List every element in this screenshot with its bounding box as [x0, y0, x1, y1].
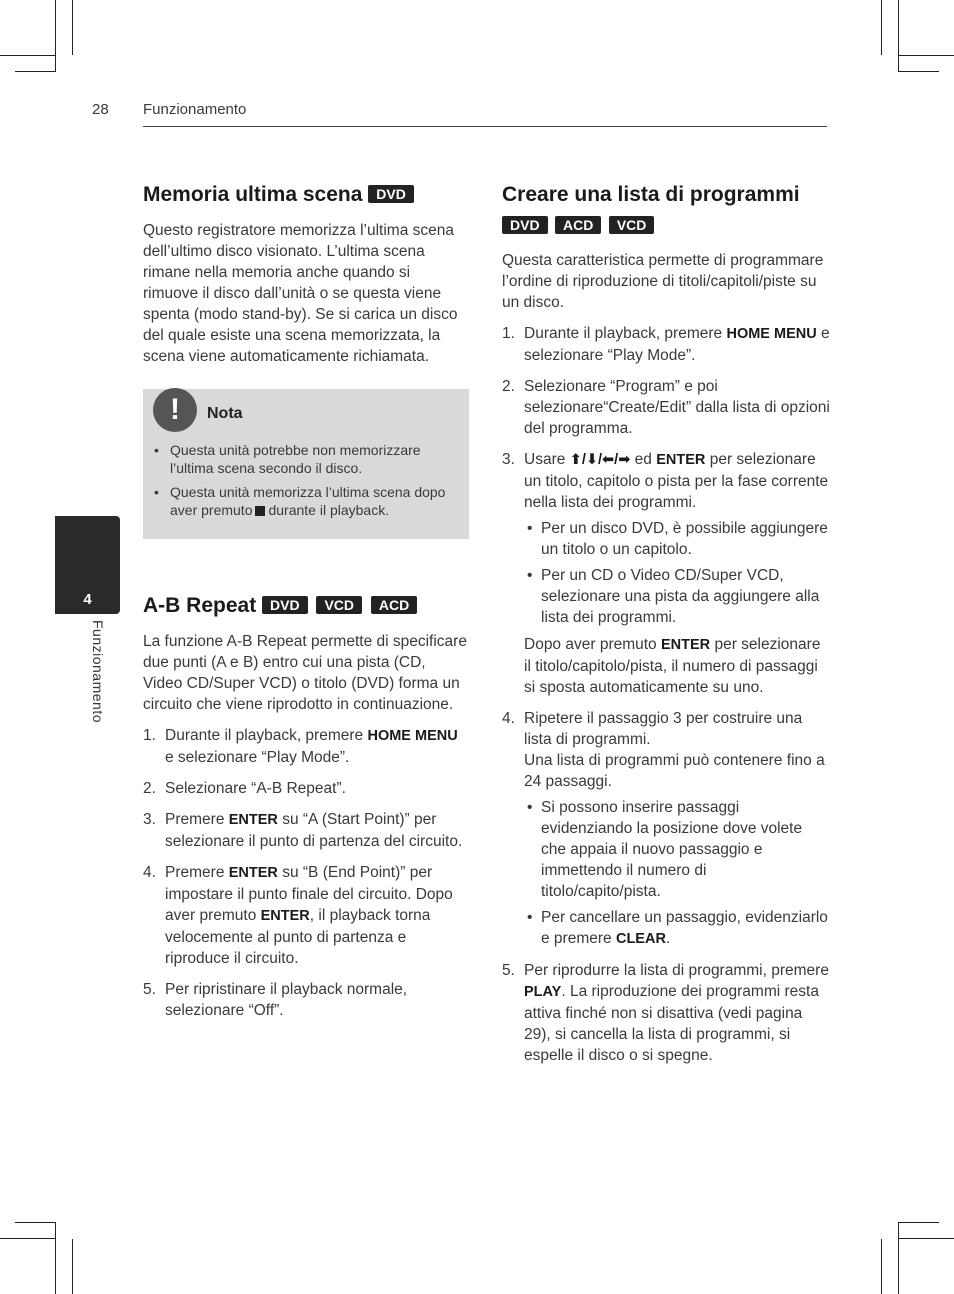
arrow-keys-icon: ⬆/⬇/⬅/➡	[569, 452, 631, 468]
badge-dvd: DVD	[502, 216, 548, 234]
crop-mark	[898, 1222, 899, 1294]
stop-icon	[255, 506, 265, 516]
section-header: Funzionamento	[143, 101, 247, 118]
note-header	[153, 393, 459, 431]
exclamation-icon: !	[153, 388, 197, 432]
badge-acd: ACD	[555, 216, 601, 234]
programmi-title: Creare una lista di programmi	[502, 183, 800, 206]
page-number: 28	[92, 101, 109, 118]
sub-list	[524, 797, 830, 950]
memoria-title: Memoria ultima scena	[143, 183, 363, 206]
crop-mark	[72, 1239, 73, 1294]
crop-mark	[72, 0, 73, 55]
key-home-menu: HOME MENU	[726, 326, 817, 342]
step-text: Una lista di programmi può contenere fino a 24 passaggi.	[524, 752, 825, 790]
step-text: .	[665, 930, 671, 947]
step-text: ed	[634, 451, 652, 468]
step-item	[143, 778, 469, 799]
step-text: Selezionare “A-B Repeat”.	[165, 780, 346, 797]
step-text: , il playback torna velocemente al punto di partenza e riproduce il circuito.	[165, 907, 431, 967]
step-text: per selezionare un titolo, capitolo o pista per la fase corrente nella lista dei programmi.	[524, 451, 829, 511]
badge-dvd: DVD	[262, 596, 308, 614]
note-title: Nota	[207, 405, 243, 422]
step-text: Per ripristinare il playback normale, selezionare “Off”.	[165, 981, 408, 1019]
step-text: per selezionare il titolo/capitolo/pista, il numero di passaggi si sposta automaticamente su uno.	[524, 636, 821, 696]
step-number: 1.	[502, 325, 515, 342]
step-text: e selezionare “Play Mode”.	[165, 749, 350, 766]
crop-mark	[0, 1238, 55, 1239]
step-item	[502, 708, 830, 950]
abrepeat-heading	[143, 591, 469, 621]
crop-mark	[15, 1222, 55, 1223]
step-text: Selezionare “Program” e poi selezionare“Create/Edit” dalla lista di opzioni del programma.	[524, 378, 830, 437]
step-item	[502, 449, 830, 698]
step-text: Durante il playback, premere	[524, 325, 723, 342]
crop-mark	[15, 71, 55, 72]
step-continuation	[524, 634, 830, 698]
note-item-text: durante il playback.	[268, 502, 390, 518]
abrepeat-body: La funzione A-B Repeat permette di specificare due punti (A e B) entro cui una pista (CD, Video CD/Super VCD) o titolo (DVD) forma un circuito che viene riprodotto in continuazione.	[143, 633, 467, 713]
step-text: Durante il playback, premere	[165, 727, 364, 744]
step-item	[143, 809, 469, 852]
crop-mark	[898, 0, 899, 72]
badge-dvd: DVD	[368, 185, 414, 203]
step-number: 2.	[502, 378, 515, 395]
step-number: 5.	[143, 981, 156, 998]
sub-item: • Si possono inserire passaggi evidenziando la posizione dove volete che appaia il nuovo passaggio e immettendo il numero di titolo/capito/pista.	[524, 797, 830, 902]
crop-mark	[881, 0, 882, 55]
crop-mark	[899, 1222, 939, 1223]
sub-item: • Per un disco DVD, è possibile aggiungere un titolo o un capitolo.	[524, 518, 830, 560]
badge-vcd: VCD	[316, 596, 362, 614]
step-text: Ripetere il passaggio 3 per costruire una lista di programmi.	[524, 710, 803, 748]
header-rule	[143, 126, 827, 127]
chapter-tab	[55, 516, 120, 614]
left-column	[143, 180, 469, 1031]
step-text: . La riproduzione dei programmi resta attiva finché non si disattiva (vedi pagina 29), si cancella la lista di programmi, si espelle il disco o si spegne.	[524, 983, 819, 1064]
abrepeat-title: A-B Repeat	[143, 594, 257, 617]
chapter-number: 4	[83, 591, 92, 608]
note-box	[143, 389, 469, 539]
step-item	[143, 862, 469, 969]
crop-mark	[881, 1239, 882, 1294]
key-enter: ENTER	[228, 812, 278, 828]
note-item	[153, 483, 459, 519]
sub-item	[524, 907, 830, 950]
note-item: • Questa unità potrebbe non memorizzare l’ultima scena secondo il disco.	[153, 441, 459, 477]
step-text: Usare	[524, 451, 566, 468]
chapter-label: Funzionamento	[90, 620, 106, 724]
step-text: Per riprodurre la lista di programmi, premere	[524, 962, 829, 979]
step-item	[143, 725, 469, 768]
badge-vcd: VCD	[609, 216, 655, 234]
step-text: Dopo aver premuto	[524, 636, 657, 653]
key-home-menu: HOME MENU	[367, 728, 458, 744]
right-column	[502, 180, 830, 1076]
memoria-heading	[143, 180, 469, 210]
step-number: 1.	[143, 727, 156, 744]
key-play: PLAY	[524, 984, 562, 1000]
step-number: 3.	[143, 811, 156, 828]
programmi-badges	[502, 216, 830, 238]
crop-mark	[899, 55, 954, 56]
sub-list	[524, 518, 830, 628]
step-number: 4.	[502, 710, 515, 727]
note-list	[153, 441, 459, 519]
step-item	[502, 960, 830, 1066]
step-text: su “A (Start Point)” per selezionare il punto di partenza del circuito.	[165, 811, 463, 850]
key-enter: ENTER	[656, 452, 706, 468]
programmi-body: Questa caratteristica permette di programmare l’ordine di riproduzione di titoli/capitoli/piste su un disco.	[502, 252, 824, 311]
step-text: e selezionare “Play Mode”.	[524, 325, 830, 364]
step-text: Premere	[165, 864, 225, 881]
note-item-text: Questa unità memorizza l’ultima scena dopo aver premuto	[170, 484, 446, 518]
step-item	[143, 979, 469, 1021]
crop-mark	[55, 1222, 56, 1294]
step-number: 2.	[143, 780, 156, 797]
abrepeat-steps	[143, 725, 469, 1021]
crop-mark	[55, 0, 56, 72]
step-text: Premere	[165, 811, 225, 828]
key-enter: ENTER	[260, 908, 310, 924]
step-item	[502, 376, 830, 439]
step-number: 4.	[143, 864, 156, 881]
programmi-steps	[502, 323, 830, 1066]
memoria-body: Questo registratore memorizza l’ultima scena dell’ultimo disco visionato. L’ultima scena rimane nella memoria anche quando si rimuove il disco dall’unità o se questa viene spenta (modo stand-by). Se si carica un disco del quale esiste una scena memorizzata, la scena viene automaticamente richiamata.	[143, 222, 458, 365]
step-text: Per cancellare un passaggio, evidenziarlo e premere	[541, 909, 828, 947]
key-clear: CLEAR	[615, 931, 666, 947]
crop-mark	[899, 71, 939, 72]
badge-acd: ACD	[371, 596, 417, 614]
crop-mark	[0, 55, 55, 56]
step-number: 3.	[502, 451, 515, 468]
step-number: 5.	[502, 962, 515, 979]
key-enter: ENTER	[228, 865, 278, 881]
step-text: su “B (End Point)” per impostare il punto finale del circuito. Dopo aver premuto	[165, 864, 453, 924]
key-enter: ENTER	[661, 637, 711, 653]
sub-item: • Per un CD o Video CD/Super VCD, selezionare una pista da aggiungere alla lista dei programmi.	[524, 565, 830, 628]
step-item	[502, 323, 830, 366]
crop-mark	[899, 1238, 954, 1239]
